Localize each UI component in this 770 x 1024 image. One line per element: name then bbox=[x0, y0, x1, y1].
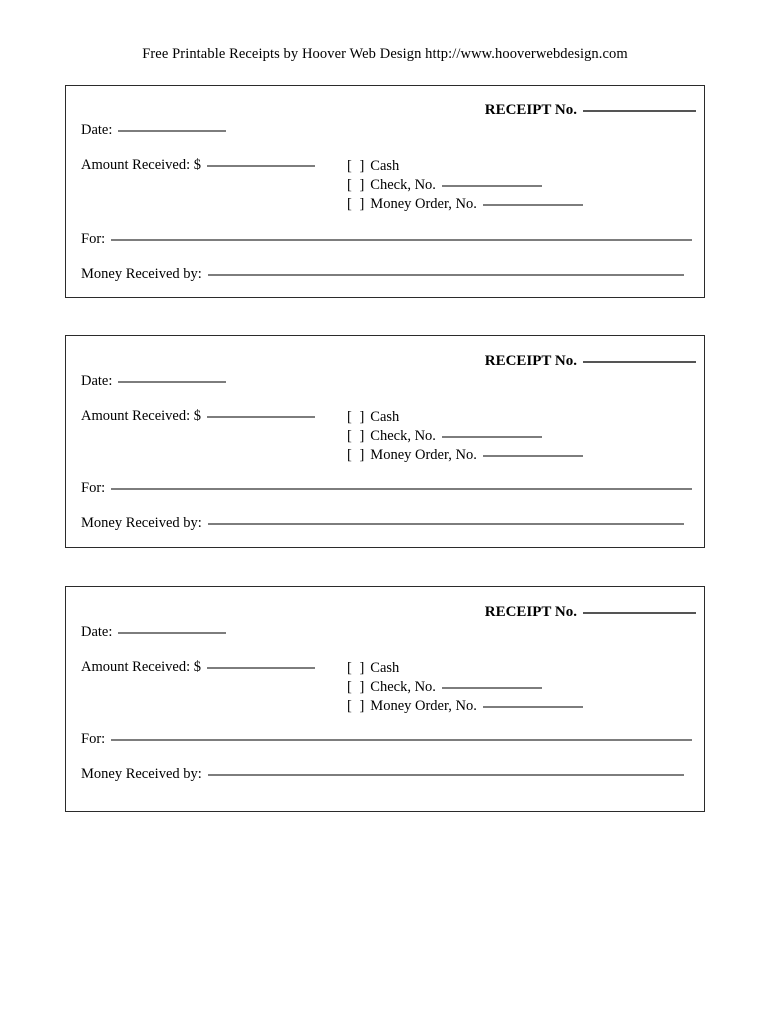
date-blank[interactable] bbox=[118, 381, 226, 383]
receipt-number-blank[interactable] bbox=[583, 612, 696, 614]
receipt-card bbox=[65, 335, 705, 548]
money-received-by-field bbox=[81, 766, 684, 783]
payment-method-check[interactable] bbox=[347, 176, 583, 195]
money-received-by-field bbox=[81, 515, 684, 532]
money-received-by-blank[interactable] bbox=[208, 274, 684, 276]
check-number-blank[interactable] bbox=[442, 436, 542, 438]
date-blank[interactable] bbox=[118, 632, 226, 634]
payment-method-check[interactable] bbox=[347, 678, 583, 697]
payment-method-money-order-label: Money Order, No. bbox=[370, 698, 477, 714]
checkbox-icon[interactable]: [ ] bbox=[347, 409, 367, 425]
for-blank[interactable] bbox=[111, 239, 692, 241]
amount-received-blank[interactable] bbox=[207, 165, 315, 167]
receipt-number-field bbox=[485, 604, 696, 621]
date-field bbox=[81, 373, 226, 390]
amount-received-label: Amount Received: $ bbox=[81, 659, 202, 675]
for-label: For: bbox=[81, 480, 106, 496]
money-received-by-field bbox=[81, 266, 684, 283]
date-blank[interactable] bbox=[118, 130, 226, 132]
receipt-number-blank[interactable] bbox=[583, 361, 696, 363]
money-received-by-blank[interactable] bbox=[208, 774, 684, 776]
checkbox-icon[interactable]: [ ] bbox=[347, 428, 367, 444]
receipt-card bbox=[65, 586, 705, 812]
date-field bbox=[81, 624, 226, 641]
receipt-number-label: RECEIPT No. bbox=[484, 604, 577, 620]
payment-method-money-order[interactable] bbox=[347, 446, 583, 465]
payment-method-cash-label: Cash bbox=[370, 158, 400, 174]
payment-method-group bbox=[347, 157, 583, 214]
payment-method-check-label: Check, No. bbox=[370, 679, 436, 695]
checkbox-icon[interactable]: [ ] bbox=[347, 447, 367, 463]
checkbox-icon[interactable]: [ ] bbox=[347, 660, 367, 676]
payment-method-cash-label: Cash bbox=[370, 660, 400, 676]
receipt-card bbox=[65, 85, 705, 298]
payment-method-group bbox=[347, 659, 583, 716]
for-field bbox=[81, 480, 692, 497]
money-order-number-blank[interactable] bbox=[483, 455, 583, 457]
money-order-number-blank[interactable] bbox=[483, 706, 583, 708]
payment-method-money-order[interactable] bbox=[347, 697, 583, 716]
amount-received-blank[interactable] bbox=[207, 667, 315, 669]
money-received-by-label: Money Received by: bbox=[81, 766, 202, 782]
amount-received-field bbox=[81, 408, 315, 425]
checkbox-icon[interactable]: [ ] bbox=[347, 196, 367, 212]
checkbox-icon[interactable]: [ ] bbox=[347, 679, 367, 695]
amount-received-label: Amount Received: $ bbox=[81, 157, 202, 173]
checkbox-icon[interactable]: [ ] bbox=[347, 177, 367, 193]
for-blank[interactable] bbox=[111, 488, 692, 490]
amount-received-blank[interactable] bbox=[207, 416, 315, 418]
amount-received-label: Amount Received: $ bbox=[81, 408, 202, 424]
payment-method-cash-label: Cash bbox=[370, 409, 400, 425]
for-label: For: bbox=[81, 231, 106, 247]
receipt-number-field bbox=[485, 102, 696, 119]
check-number-blank[interactable] bbox=[442, 687, 542, 689]
checkbox-icon[interactable]: [ ] bbox=[347, 158, 367, 174]
date-label: Date: bbox=[81, 122, 113, 138]
payment-method-money-order-label: Money Order, No. bbox=[370, 196, 477, 212]
for-field bbox=[81, 731, 692, 748]
payment-method-cash[interactable] bbox=[347, 659, 583, 678]
payment-method-group bbox=[347, 408, 583, 465]
payment-method-money-order[interactable] bbox=[347, 195, 583, 214]
receipt-number-blank[interactable] bbox=[583, 110, 696, 112]
payment-method-check-label: Check, No. bbox=[370, 177, 436, 193]
amount-received-field bbox=[81, 659, 315, 676]
for-blank[interactable] bbox=[111, 739, 692, 741]
page-header: Free Printable Receipts by Hoover Web Design http://www.hooverwebdesign.com bbox=[142, 46, 628, 62]
payment-method-money-order-label: Money Order, No. bbox=[370, 447, 477, 463]
check-number-blank[interactable] bbox=[442, 185, 542, 187]
money-received-by-label: Money Received by: bbox=[81, 266, 202, 282]
payment-method-cash[interactable] bbox=[347, 157, 583, 176]
payment-method-cash[interactable] bbox=[347, 408, 583, 427]
payment-method-check[interactable] bbox=[347, 427, 583, 446]
for-field bbox=[81, 231, 692, 248]
receipt-number-field bbox=[485, 353, 696, 370]
money-received-by-label: Money Received by: bbox=[81, 515, 202, 531]
money-order-number-blank[interactable] bbox=[483, 204, 583, 206]
date-label: Date: bbox=[81, 624, 113, 640]
payment-method-check-label: Check, No. bbox=[370, 428, 436, 444]
receipt-number-label: RECEIPT No. bbox=[484, 353, 577, 369]
checkbox-icon[interactable]: [ ] bbox=[347, 698, 367, 714]
date-label: Date: bbox=[81, 373, 113, 389]
receipt-number-label: RECEIPT No. bbox=[484, 102, 577, 118]
date-field bbox=[81, 122, 226, 139]
for-label: For: bbox=[81, 731, 106, 747]
amount-received-field bbox=[81, 157, 315, 174]
money-received-by-blank[interactable] bbox=[208, 523, 684, 525]
